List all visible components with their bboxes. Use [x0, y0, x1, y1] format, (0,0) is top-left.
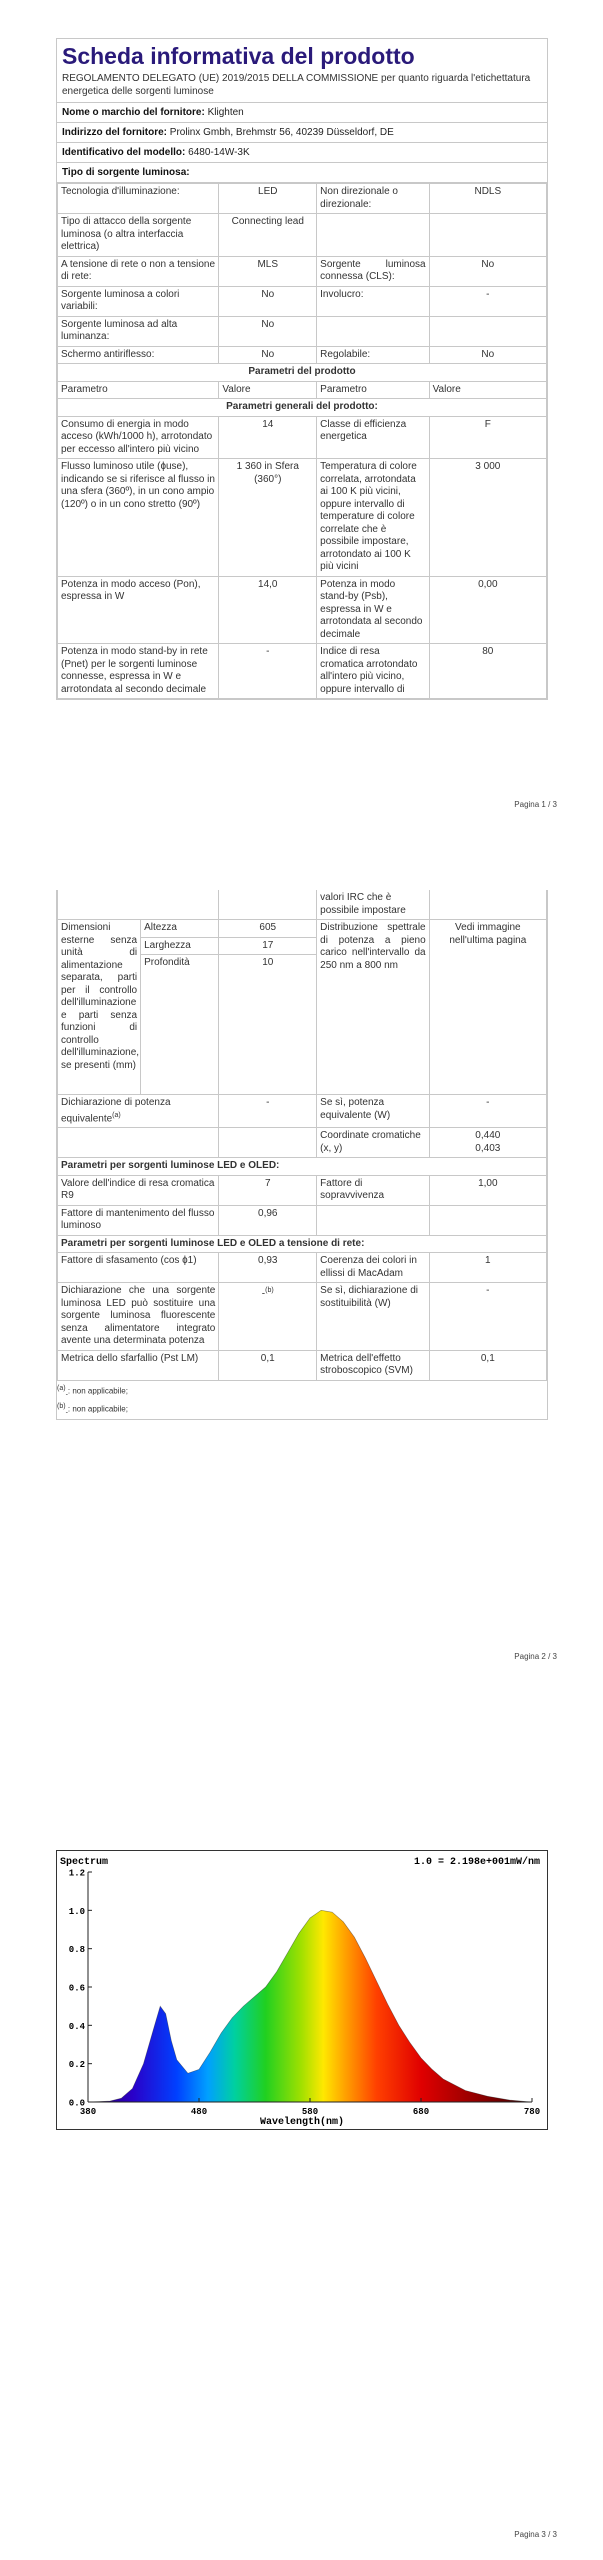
table-cell: Sorgente luminosa ad alta luminanza:: [58, 316, 219, 346]
address-label: Indirizzo del fornitore:: [62, 127, 167, 138]
table-cell: -: [429, 286, 546, 316]
table-row: [58, 644, 547, 699]
column-header: Valore: [429, 381, 546, 399]
footnote-b-text: : non applicabile;: [67, 1404, 128, 1414]
table-row: [58, 1095, 547, 1128]
table-cell: No: [219, 286, 317, 316]
table-row: [58, 890, 547, 920]
width-label: Larghezza: [141, 937, 219, 955]
table-cell: Consumo di energia in modo acceso (kWh/1000 h), arrotondato per eccesso all'intero più vicino: [58, 416, 219, 459]
table-row: [58, 1253, 547, 1283]
table-cell: [317, 316, 429, 346]
table-cell: [58, 1095, 219, 1128]
chart-title: Spectrum: [60, 1857, 109, 1868]
source-type-row: [57, 163, 547, 183]
table-row: [58, 214, 547, 257]
model-value: 6480-14W-3K: [188, 147, 250, 158]
y-tick-label: 1.2: [68, 1868, 85, 1879]
depth-value: 10: [219, 955, 317, 1095]
r9-value: 7: [219, 1175, 317, 1205]
page-title: Scheda informativa del prodotto: [62, 43, 415, 69]
table-cell: Tipo di attacco della sorgente luminosa (o altra interfaccia elettrica): [58, 214, 219, 257]
height-value: 605: [219, 920, 317, 938]
macadam-label: Coerenza dei colori in ellissi di MacAdam: [317, 1253, 429, 1283]
footnote-a-ref: (a): [112, 1111, 121, 1119]
survival-value: 1,00: [429, 1175, 546, 1205]
table-cell: Schermo antiriflesso:: [58, 346, 219, 364]
table-cell: F: [429, 416, 546, 459]
source-type-label: Tipo di sorgente luminosa:: [62, 167, 190, 178]
spd-label: Distribuzione spettrale di potenza a pieno carico nell'intervallo da 250 nm a 800 nm: [317, 920, 429, 1095]
table-cell: Sorgente luminosa a colori variabili:: [58, 286, 219, 316]
chroma-label: Coordinate cromatiche (x, y): [317, 1128, 429, 1158]
table-cell: [219, 890, 317, 920]
table-cell: 14,0: [219, 576, 317, 644]
dimensions-label: Dimensioni esterne senza unità di alimentazione separata, parti per il controllo dell'illuminazione e parti senza funzioni di controllo dell'illuminazione, se presenti (mm): [58, 920, 141, 1095]
column-header: Parametro: [317, 381, 429, 399]
table-row: [58, 381, 547, 399]
spectrum-chart: [56, 1850, 548, 2130]
params-table-cont: [57, 890, 547, 1381]
table-cell: LED: [219, 184, 317, 214]
supplier-value: Klighten: [207, 107, 244, 118]
width-value: 17: [219, 937, 317, 955]
table-cell: Potenza in modo stand-by in rete (Pnet) per le sorgenti luminose connesse, espressa in W e arrotondata al secondo decimale: [58, 644, 219, 699]
table-row: [58, 1283, 547, 1351]
footnote-a: [57, 1383, 547, 1401]
table-cell: No: [219, 346, 317, 364]
power-factor-value: 0,93: [219, 1253, 317, 1283]
stroboscopic-value: 0,1: [429, 1350, 546, 1380]
model-row: [57, 143, 547, 163]
page-number: Pagina 2 / 3: [514, 1652, 557, 1661]
fluorescent-replacement-label: Dichiarazione che una sorgente luminosa LED può sostituire una sorgente luminosa fluorescente senza alimentatore integrato avente una determinata potenza: [58, 1283, 219, 1351]
source-type-table: [57, 183, 547, 699]
equiv-power-declaration-value: -: [219, 1095, 317, 1128]
table-row: [58, 1158, 547, 1176]
footnote-b-dash: -: [65, 1409, 68, 1417]
column-header: Valore: [219, 381, 317, 399]
table-row: [58, 920, 547, 938]
footnote-b-ref: (b): [265, 1287, 274, 1295]
page-3: [0, 1690, 603, 2560]
table-cell: No: [219, 316, 317, 346]
survival-label: Fattore di sopravvivenza: [317, 1175, 429, 1205]
column-header: Parametro: [58, 381, 219, 399]
table-row: [58, 364, 547, 382]
page-2: [0, 820, 603, 1690]
table-cell: 1 360 in Sfera (360°): [219, 459, 317, 577]
table-cell: [58, 890, 219, 920]
address-value: Prolinx Gmbh, Brehmstr 56, 40239 Düsseldorf, DE: [169, 127, 394, 138]
equiv-power-value: -: [429, 1095, 546, 1128]
table-cell: [429, 214, 546, 257]
macadam-value: 1: [429, 1253, 546, 1283]
x-tick-label: 680: [412, 2107, 430, 2117]
y-tick-label: 0.6: [68, 1983, 85, 1994]
table-cell: valori IRC che è possibile impostare: [317, 890, 429, 920]
table-cell: Tecnologia d'illuminazione:: [58, 184, 219, 214]
r9-label: Valore dell'indice di resa cromatica R9: [58, 1175, 219, 1205]
led-params-header: Parametri per sorgenti luminose LED e OLED:: [58, 1158, 547, 1176]
page-number: Pagina 1 / 3: [514, 800, 557, 809]
chroma-x: 0,440: [475, 1130, 501, 1142]
supplier-row: [57, 103, 547, 123]
footnote-a-dash: -: [65, 1391, 68, 1399]
y-tick-label: 0.4: [68, 2021, 85, 2032]
model-label: Identificativo del modello:: [62, 147, 186, 158]
table-row: [58, 346, 547, 364]
table-cell: 14: [219, 416, 317, 459]
table-row: [58, 576, 547, 644]
supplier-label: Nome o marchio del fornitore:: [62, 107, 205, 118]
table-cell: -: [219, 644, 317, 699]
table-cell: Temperatura di colore correlata, arrotondata ai 100 K più vicini, oppure intervallo di temperature di colore correlate che è possibile impostare, arrotondato ai 100 K più vicini: [317, 459, 429, 577]
y-tick-label: 0.8: [68, 1945, 85, 1956]
x-tick-label: 480: [190, 2107, 208, 2117]
power-factor-label: Fattore di sfasamento (cos ɸ1): [58, 1253, 219, 1283]
footnote-b-marker: (b): [57, 1403, 66, 1411]
lumen-maintenance-value: 0,96: [219, 1205, 317, 1235]
table-cell: [429, 1205, 546, 1235]
table-row: [58, 286, 547, 316]
fluorescent-replacement-value: [219, 1283, 317, 1351]
flicker-value: 0,1: [219, 1350, 317, 1380]
table-cell: Connecting lead: [219, 214, 317, 257]
table-cell: Sorgente luminosa connessa (CLS):: [317, 256, 429, 286]
table-cell: [429, 890, 546, 920]
table-row: [58, 1235, 547, 1253]
table-row: [58, 416, 547, 459]
x-tick-label: 380: [79, 2107, 97, 2117]
table-row: [58, 1350, 547, 1380]
footnote-b: [57, 1401, 547, 1419]
table-cell: Flusso luminoso utile (ɸuse), indicando se si riferisce al flusso in una sfera (360º), in un cono ampio (120º) o in un cono stretto (90º): [58, 459, 219, 577]
lumen-maintenance-label: Fattore di mantenimento del flusso luminoso: [58, 1205, 219, 1235]
table-cell: 80: [429, 644, 546, 699]
table-cell: [317, 214, 429, 257]
chroma-y: 0,403: [475, 1142, 501, 1154]
chart-annotation: 1.0 = 2.198e+001mW/nm: [413, 1857, 540, 1868]
table-cell: Involucro:: [317, 286, 429, 316]
footnote-a-marker: (a): [57, 1384, 66, 1392]
page-1: [0, 0, 603, 820]
chroma-value: [429, 1128, 546, 1158]
y-tick-label: 0.0: [68, 2098, 85, 2109]
table-cell: Regolabile:: [317, 346, 429, 364]
table-cell: [429, 316, 546, 346]
table-cell: [317, 1205, 429, 1235]
replacement-claim-value: -: [429, 1283, 546, 1351]
footnotes: [57, 1381, 547, 1420]
y-tick-label: 0.2: [68, 2060, 85, 2071]
table-row: [58, 459, 547, 577]
fluorescent-replacement-dash: -: [261, 1288, 266, 1300]
table-row: [58, 256, 547, 286]
page-number: Pagina 3 / 3: [514, 2530, 557, 2539]
table-cell: [58, 1128, 219, 1158]
product-info-sheet: [56, 38, 548, 700]
y-tick-label: 1.0: [68, 1906, 85, 1917]
regulation-subtitle: REGOLAMENTO DELEGATO (UE) 2019/2015 DELLA COMMISSIONE per quanto riguarda l'etichettatura energetica delle sorgenti luminose: [57, 72, 547, 103]
product-info-sheet-cont: [56, 890, 548, 1420]
x-tick-label: 580: [301, 2107, 319, 2117]
table-cell: Potenza in modo stand-by (Psb), espressa in W e arrotondata al secondo decimale: [317, 576, 429, 644]
table-row: [58, 1175, 547, 1205]
table-row: [58, 184, 547, 214]
footnote-a-text: : non applicabile;: [67, 1386, 128, 1396]
table-cell: No: [429, 256, 546, 286]
table-cell: Classe di efficienza energetica: [317, 416, 429, 459]
table-row: [58, 399, 547, 417]
table-cell: No: [429, 346, 546, 364]
equiv-power-declaration-label: Dichiarazione di potenza equivalente: [61, 1097, 171, 1124]
x-axis-label: Wavelength(nm): [259, 2117, 345, 2128]
address-row: [57, 123, 547, 143]
table-cell: A tensione di rete o non a tensione di rete:: [58, 256, 219, 286]
x-tick-label: 780: [523, 2107, 541, 2117]
table-row: [58, 1205, 547, 1235]
table-cell: NDLS: [429, 184, 546, 214]
table-cell: [219, 1128, 317, 1158]
table-cell: 0,00: [429, 576, 546, 644]
table-cell: Non direzionale o direzionale:: [317, 184, 429, 214]
table-row: [58, 1128, 547, 1158]
spd-value: Vedi immagine nell'ultima pagina: [429, 920, 546, 1095]
mains-params-header: Parametri per sorgenti luminose LED e OLED a tensione di rete:: [58, 1235, 547, 1253]
table-cell: MLS: [219, 256, 317, 286]
height-label: Altezza: [141, 920, 219, 938]
depth-label: Profondità: [141, 955, 219, 1095]
flicker-label: Metrica dello sfarfallio (Pst LM): [58, 1350, 219, 1380]
replacement-claim-label: Se sì, dichiarazione di sostituibilità (W): [317, 1283, 429, 1351]
table-cell: 3 000: [429, 459, 546, 577]
table-cell: Indice di resa cromatica arrotondato all'intero più vicino, oppure intervallo di: [317, 644, 429, 699]
table-cell: Potenza in modo acceso (Pon), espressa in W: [58, 576, 219, 644]
general-params-header: Parametri generali del prodotto:: [58, 399, 547, 417]
params-header: Parametri del prodotto: [58, 364, 547, 382]
equiv-power-label: Se sì, potenza equivalente (W): [317, 1095, 429, 1128]
stroboscopic-label: Metrica dell'effetto stroboscopico (SVM): [317, 1350, 429, 1380]
table-row: [58, 316, 547, 346]
